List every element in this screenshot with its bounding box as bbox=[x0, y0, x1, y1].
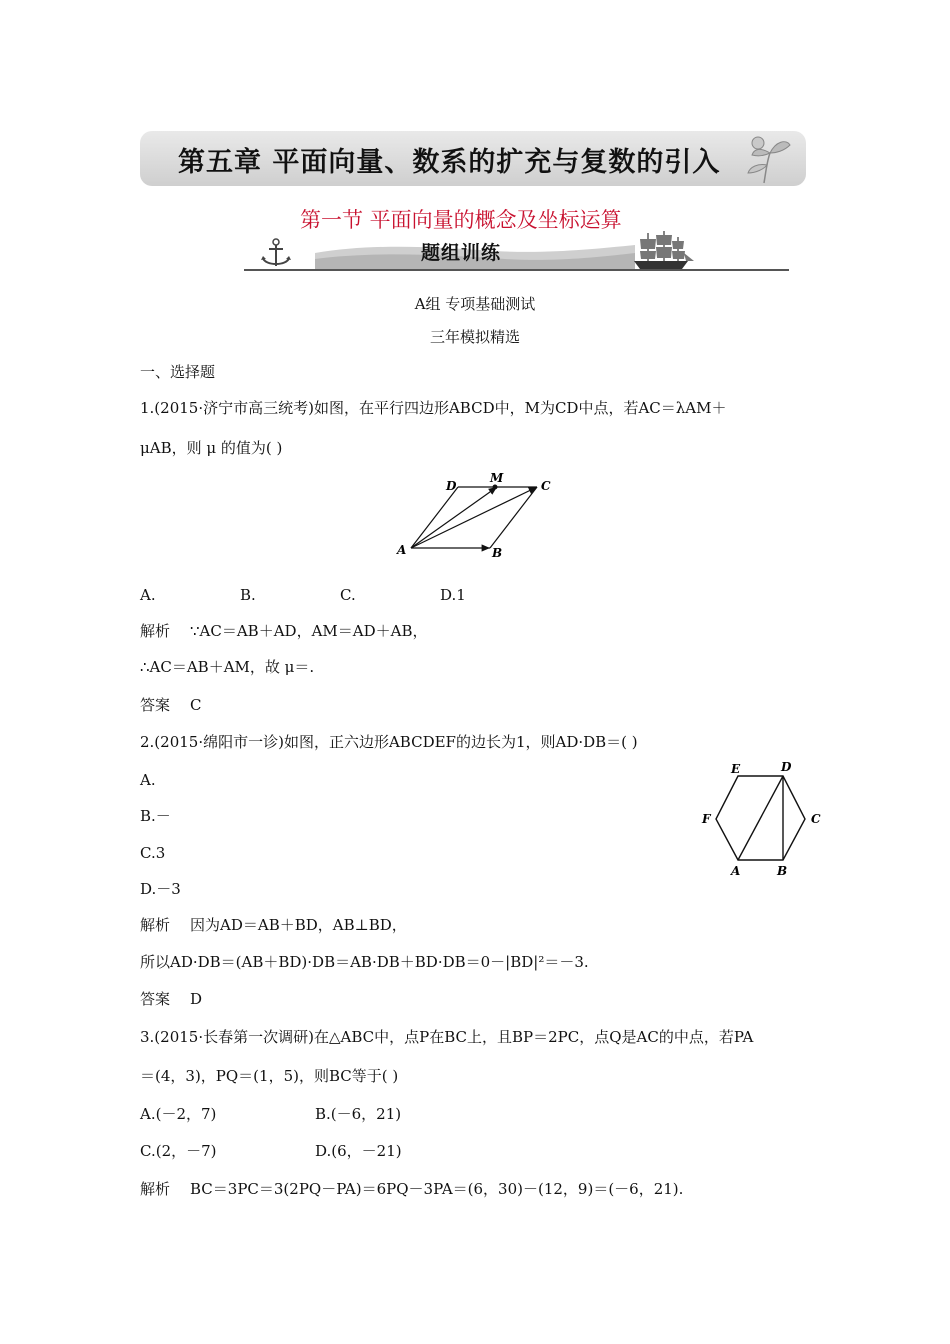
header-rule bbox=[244, 269, 789, 271]
group-name: A组 专项基础测试 bbox=[414, 295, 536, 313]
q1-parallelogram-figure bbox=[394, 470, 564, 562]
q3-analysis: BC＝3PC＝3(2PQ－PA)＝6PQ－3PA＝(6，30)－(12，9)＝(－6，21). bbox=[190, 1180, 684, 1198]
q2-option-d: D.－3 bbox=[140, 880, 181, 898]
q3-stem-line1: 3.(2015·长春第一次调研)在△ABC中，点P在BC上，且BP＝2PC，点Q是AC的中点，若PA bbox=[140, 1028, 754, 1046]
q1-option-b: B. bbox=[240, 586, 256, 604]
section-title: 第一节 平面向量的概念及坐标运算 bbox=[300, 208, 622, 232]
q1-label-C: C bbox=[541, 479, 551, 493]
q1-answer-label: 答案 bbox=[140, 696, 171, 714]
q2-option-b: B.－ bbox=[140, 807, 171, 825]
q3-option-d: D.(6，－21) bbox=[315, 1142, 402, 1160]
q1-label-D: D bbox=[446, 479, 457, 493]
q1-analysis-line1: ∵AC＝AB＋AD，AM＝AD＋AB， bbox=[190, 622, 428, 640]
q3-analysis-label: 解析 bbox=[140, 1180, 171, 1198]
q1-analysis-label: 解析 bbox=[140, 622, 171, 640]
q2-option-a: A. bbox=[140, 771, 156, 789]
chapter-title: 第五章 平面向量、数系的扩充与复数的引入 bbox=[178, 147, 721, 178]
q1-option-d: D.1 bbox=[440, 586, 466, 604]
q2-stem: 2.(2015·绵阳市一诊)如图，正六边形ABCDEF的边长为1，则AD·DB＝( ) bbox=[140, 733, 638, 751]
q2-label-E: E bbox=[731, 762, 741, 776]
q1-option-c: C. bbox=[340, 586, 356, 604]
flower-decoration-icon bbox=[736, 133, 796, 185]
q1-option-a: A. bbox=[140, 586, 156, 604]
q2-label-A: A bbox=[731, 864, 741, 878]
q2-answer-label: 答案 bbox=[140, 990, 171, 1008]
q1-label-B: B bbox=[492, 546, 503, 560]
q1-stem-line2: μAB，则 μ 的值为( ) bbox=[140, 439, 283, 457]
q1-analysis-line2: ∴AC＝AB＋AM，故 μ＝. bbox=[140, 658, 315, 676]
q3-option-a: A.(－2，7) bbox=[140, 1105, 217, 1123]
q2-analysis-label: 解析 bbox=[140, 916, 171, 934]
q2-option-c: C.3 bbox=[140, 844, 166, 862]
group-sub: 三年模拟精选 bbox=[429, 328, 520, 346]
q1-label-A: A bbox=[397, 543, 407, 557]
anchor-icon bbox=[258, 238, 294, 270]
q3-option-c: C.(2，－7) bbox=[140, 1142, 217, 1160]
q2-analysis-line2: 所以AD·DB＝(AB＋BD)·DB＝AB·DB＋BD·DB＝0－|BD|²＝－3. bbox=[140, 953, 589, 971]
q2-label-F: F bbox=[702, 812, 711, 826]
q2-hexagon-figure bbox=[698, 758, 828, 880]
q2-label-B: B bbox=[777, 864, 788, 878]
q1-answer: C bbox=[190, 696, 202, 714]
q2-answer: D bbox=[190, 990, 203, 1008]
sailing-ship-icon bbox=[628, 229, 694, 271]
part-heading: 一、选择题 bbox=[140, 363, 216, 381]
q3-stem-line2: ＝(4，3)，PQ＝(1，5)，则BC等于( ) bbox=[140, 1067, 399, 1085]
q2-label-D: D bbox=[781, 760, 792, 774]
drill-title: 题组训练 bbox=[421, 242, 502, 264]
q1-label-M: M bbox=[490, 471, 504, 485]
q1-stem-line1: 1.(2015·济宁市高三统考)如图，在平行四边形ABCD中，M为CD中点，若AC＝λAM＋ bbox=[140, 399, 727, 417]
q2-analysis-line1: 因为AD＝AB＋BD，AB⊥BD， bbox=[190, 916, 407, 934]
q2-label-C: C bbox=[811, 812, 821, 826]
q3-option-b: B.(－6，21) bbox=[315, 1105, 402, 1123]
